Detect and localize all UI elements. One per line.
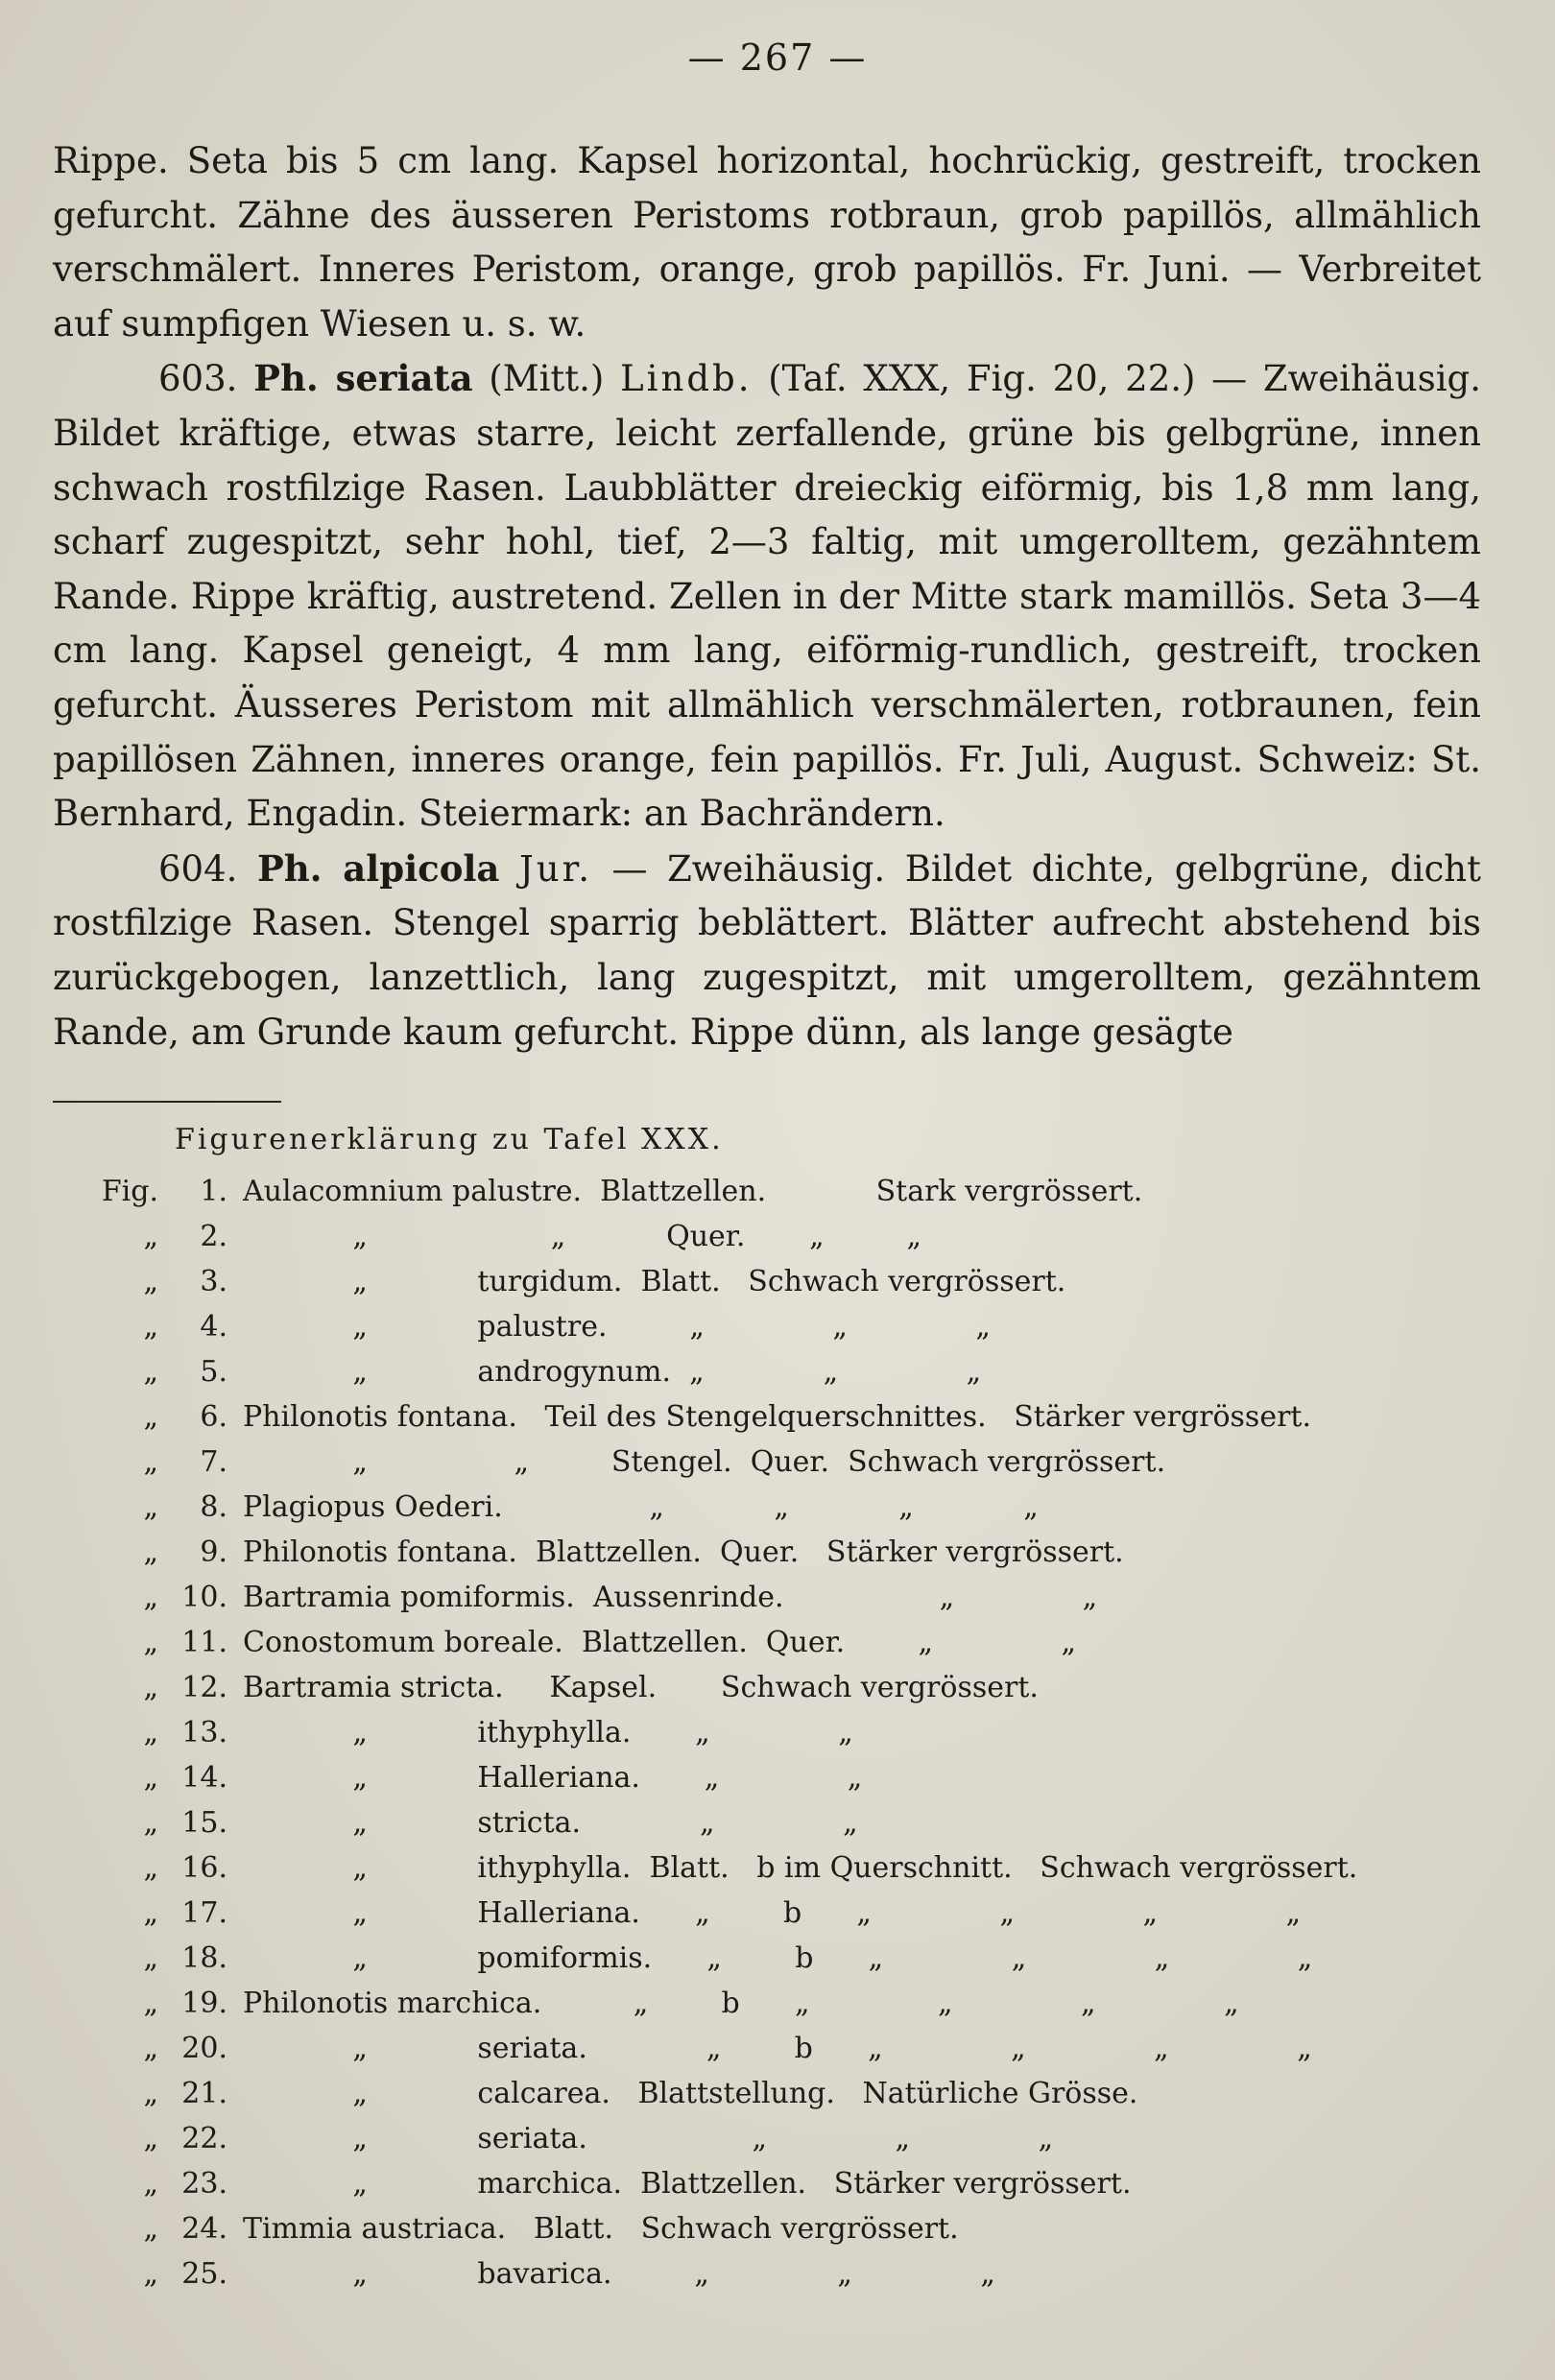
figure-description: Bartramia stricta. Kapsel. Schwach vergrössert. — [243, 1671, 1039, 1704]
figure-number: 1. — [200, 1175, 227, 1208]
figure-number: 6. — [200, 1400, 227, 1434]
species-name: Ph. seriata — [253, 357, 473, 400]
figure-prefix: „ — [143, 1581, 158, 1614]
figure-prefix: Fig. — [101, 1175, 158, 1208]
figure-description: „ turgidum. Blatt. Schwach vergrössert. — [243, 1265, 1066, 1298]
figure-prefix: „ — [143, 1851, 158, 1885]
figure-number: 8. — [200, 1490, 227, 1524]
figure-description: „ „ Quer. „ „ — [243, 1220, 922, 1253]
figure-row — [53, 2071, 1512, 2116]
figure-description: Philonotis marchica. „ b „ „ „ „ — [243, 1987, 1239, 2020]
figure-number: 20. — [181, 2032, 227, 2065]
figure-prefix: „ — [143, 2122, 158, 2155]
figure-row — [53, 2251, 1512, 2297]
figure-description: „ ithyphylla. „ „ — [243, 1716, 853, 1749]
figure-prefix: „ — [143, 1896, 158, 1930]
author-name: Jur. — [518, 847, 592, 890]
figure-number: 4. — [200, 1310, 227, 1344]
figure-number: 25. — [181, 2257, 227, 2291]
figure-row — [53, 1485, 1512, 1530]
figure-number: 11. — [181, 1626, 227, 1659]
figure-row — [53, 1800, 1512, 1845]
figure-row — [53, 1169, 1512, 1214]
figure-description: Plagiopus Oederi. „ „ „ „ — [243, 1490, 1039, 1524]
figure-row — [53, 2161, 1512, 2206]
paragraph — [53, 351, 1481, 841]
figure-description: „ bavarica. „ „ „ — [243, 2257, 995, 2291]
figure-row — [53, 1214, 1512, 1259]
figure-number: 19. — [181, 1987, 227, 2020]
figure-description: Aulacomnium palustre. Blattzellen. Stark vergrössert. — [243, 1175, 1143, 1208]
figure-row — [53, 1575, 1512, 1620]
figure-prefix: „ — [143, 2167, 158, 2201]
figure-number: 15. — [181, 1806, 227, 1840]
figure-description: „ calcarea. Blattstellung. Natürliche Grösse. — [243, 2077, 1138, 2110]
figure-row — [53, 1259, 1512, 1304]
figure-description: „ „ Stengel. Quer. Schwach vergrössert. — [243, 1445, 1166, 1479]
figure-description: Philonotis fontana. Teil des Stengelquerschnittes. Stärker vergrössert. — [243, 1400, 1312, 1434]
figure-description: Conostomum boreale. Blattzellen. Quer. „ „ — [243, 1626, 1077, 1659]
text-run: (Taf. XXX, Fig. 20, 22.) — Zweihäusig. Bildet kräftige, etwas starre, leicht zerfallende, grüne bis gelbgrüne, innen schwach rostfilzige Rasen. Laubblätter dreieckig eiförmig, bis 1,8 mm lang, scharf zugespitzt, sehr hohl, tief, 2—3 faltig, mit umgerolltem, gezähntem Rande. Rippe kräftig, austretend. Zellen in der Mitte stark mamillös. Seta 3—4 cm lang. Kapsel geneigt, 4 mm lang, eiförmig-rundlich, gestreift, trocken gefurcht. Äusseres Peristom mit allmählich verschmälerten, rotbraunen, fein papillösen Zähnen, inneres orange, fein papillös. Fr. Juli, August. Schweiz: St. Bernhard, Engadin. Steiermark: an Bachrändern. — [53, 358, 1481, 835]
figure-prefix: „ — [143, 1310, 158, 1344]
figure-legend-table — [53, 1169, 1512, 2297]
figure-description: „ ithyphylla. Blatt. b im Querschnitt. Schwach vergrössert. — [243, 1851, 1358, 1885]
figure-row — [53, 1936, 1512, 1981]
figure-row — [53, 1981, 1512, 2026]
figure-description: „ Halleriana. „ b „ „ „ „ — [243, 1896, 1302, 1930]
footnote-rule — [53, 1101, 281, 1103]
text-run: 604. — [158, 847, 257, 890]
figure-prefix: „ — [143, 1220, 158, 1253]
figure-prefix: „ — [143, 1806, 158, 1840]
figure-number: 13. — [181, 1716, 227, 1749]
figure-prefix: „ — [143, 1490, 158, 1524]
figure-description: „ marchica. Blattzellen. Stärker vergrössert. — [243, 2167, 1132, 2201]
figure-prefix: „ — [143, 1761, 158, 1795]
figure-number: 9. — [200, 1535, 227, 1569]
figure-prefix: „ — [143, 1716, 158, 1749]
text-run — [499, 848, 519, 890]
figure-number: 7. — [200, 1445, 227, 1479]
figure-prefix: „ — [143, 1671, 158, 1704]
figure-number: 22. — [181, 2122, 227, 2155]
figure-number: 10. — [181, 1581, 227, 1614]
figure-description: „ androgynum. „ „ „ — [243, 1355, 982, 1389]
figure-description: „ seriata. „ „ „ — [243, 2122, 1054, 2155]
figure-row — [53, 1620, 1512, 1665]
figure-number: 18. — [181, 1941, 227, 1975]
text-run: 603. — [158, 358, 254, 400]
figure-number: 21. — [181, 2077, 227, 2110]
figure-prefix: „ — [143, 1987, 158, 2020]
figure-row — [53, 1304, 1512, 1349]
page-number: — 267 — — [687, 36, 868, 79]
figure-row — [53, 1665, 1512, 1710]
figure-row — [53, 1710, 1512, 1755]
paragraph — [53, 134, 1481, 351]
figure-number: 17. — [181, 1896, 227, 1930]
figure-number: 24. — [181, 2212, 227, 2246]
body-text — [53, 134, 1481, 1059]
figure-description: „ Halleriana. „ „ — [243, 1761, 863, 1795]
figure-prefix: „ — [143, 1355, 158, 1389]
figure-prefix: „ — [143, 1626, 158, 1659]
figure-description: Timmia austriaca. Blatt. Schwach vergrössert. — [243, 2212, 959, 2246]
figure-prefix: „ — [143, 1445, 158, 1479]
figure-row — [53, 1530, 1512, 1575]
figure-prefix: „ — [143, 1941, 158, 1975]
text-run: Rippe. Seta bis 5 cm lang. Kapsel horizontal, hochrückig, gestreift, trocken gefurcht. Zähne des äusseren Peristoms rotbraun, grob papillös, allmählich verschmälert. Inneres Peristom, orange, grob papillös. Fr. Juni. — Verbreitet auf sumpfigen Wiesen u. s. w. — [53, 140, 1481, 345]
figure-row — [53, 2116, 1512, 2161]
figure-prefix: „ — [143, 1265, 158, 1298]
figure-prefix: „ — [143, 2077, 158, 2110]
figure-prefix: „ — [143, 2257, 158, 2291]
figure-prefix: „ — [143, 1535, 158, 1569]
text-run: (Mitt.) — [472, 358, 621, 400]
figure-prefix: „ — [143, 2212, 158, 2246]
figure-prefix: „ — [143, 2032, 158, 2065]
figure-legend-heading: Figurenerklärung zu Tafel XXX. — [175, 1123, 724, 1156]
figure-row — [53, 1394, 1512, 1440]
figure-description: „ palustre. „ „ „ — [243, 1310, 991, 1344]
figure-description: „ pomiformis. „ b „ „ „ „ — [243, 1941, 1313, 1975]
figure-row — [53, 1440, 1512, 1485]
figure-row — [53, 1755, 1512, 1800]
figure-number: 16. — [181, 1851, 227, 1885]
figure-description: „ seriata. „ b „ „ „ „ — [243, 2032, 1312, 2065]
figure-number: 2. — [200, 1220, 227, 1253]
figure-number: 5. — [200, 1355, 227, 1389]
text-run: — Zweihäusig. Bildet dichte, gelbgrüne, dicht rostfilzige Rasen. Stengel sparrig beblättert. Blätter aufrecht abstehend bis zurückgebogen, lanzettlich, lang zugespitzt, mit umgerolltem, gezähntem Rande, am Grunde kaum gefurcht. Rippe dünn, als lange gesägte — [53, 847, 1481, 1053]
figure-row — [53, 1891, 1512, 1936]
figure-row — [53, 1845, 1512, 1891]
figure-description: „ stricta. „ „ — [243, 1806, 858, 1840]
figure-row — [53, 2026, 1512, 2071]
species-name: Ph. alpicola — [256, 846, 500, 890]
author-name: Lindb. — [620, 358, 753, 400]
figure-number: 14. — [181, 1761, 227, 1795]
figure-number: 12. — [181, 1671, 227, 1704]
figure-prefix: „ — [143, 1400, 158, 1434]
figure-description: Bartramia pomiformis. Aussenrinde. „ „ — [243, 1581, 1098, 1614]
figure-number: 3. — [200, 1265, 227, 1298]
figure-row — [53, 2206, 1512, 2251]
figure-description: Philonotis fontana. Blattzellen. Quer. Stärker vergrössert. — [243, 1535, 1124, 1569]
paragraph — [53, 842, 1481, 1059]
figure-row — [53, 1349, 1512, 1394]
figure-number: 23. — [181, 2167, 227, 2201]
